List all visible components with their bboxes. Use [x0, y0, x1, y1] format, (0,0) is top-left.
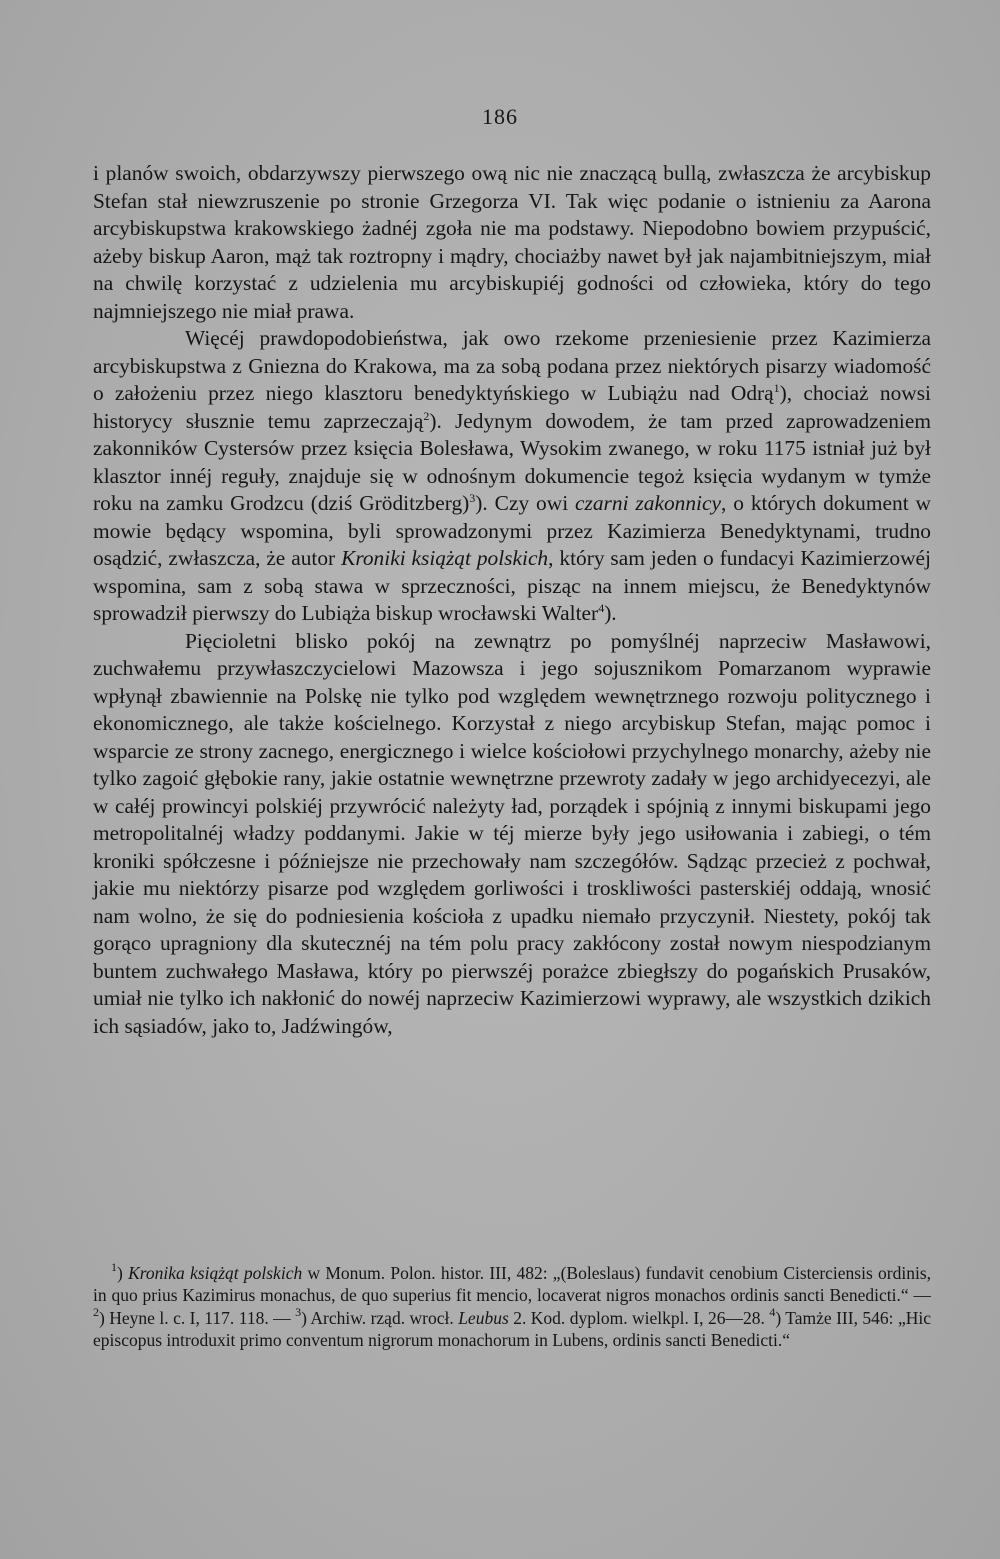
italic-kroniki-ksiazat-polskich: Kroniki książąt polskich [341, 546, 549, 570]
footnote-marker-3: 3 [295, 1304, 302, 1319]
paragraph-2-text-d: ). Czy owi [475, 491, 576, 515]
paragraph-2-text-a: Więcéj prawdopodobieństwa, jak owo rzekome przeniesienie przez Kazimierza arcybiskupstwa z Gniezna do Krakowa, ma za sobą podana przez niektórych pisarzy wiadomość o założeniu przez niego klasztoru benedyktyńskiego w Lubiążu nad Odrą [93, 326, 931, 405]
paragraph-2-text-b: ), chociaż nowsi historycy słusznie temu zaprzeczają [93, 381, 931, 433]
footnote-4-text: ) Tamże III, 546: „Hic episcopus introduxit primo conventum nigrorum monachorum in Lubens, ordinis sancti Benedicti.“ [93, 1307, 931, 1350]
paragraph-1: i planów swoich, obdarzywszy pierwszego ową nic nie znaczącą bullą, zwłaszcza że arcybiskup Stefan stał niewzruszenie po stronie Grzegorza VI. Tak więc podanie o istnieniu za Aarona arcybiskupstwa krakowskiego żadnéj zgoła nie ma podstawy. Niepodobno bowiem przypuścić, ażeby biskup Aaron, mąż tak roztropny i mądry, chociażby nawet był jak najambitniejszym, miał na chwilę korzystać z udzielenia mu arcybiskupiéj godności od człowieka, który do tego najmniejszego nie miał prawa. [93, 161, 931, 323]
paragraph-2-text-c: ). Jedynym dowodem, że tam przed zaprowadzeniem zakonników Cystersów przez księcia Bolesława, Wysokim zwanego, w roku 1175 istniał już był klasztor innéj reguły, znajduje się w odnośnym dokumencie tegoż księcia wydanym w tymże roku na zamku Grodzcu (dziś Gröditzberg) [93, 408, 931, 515]
paragraph-3: Pięcioletni blisko pokój na zewnątrz po pomyślnéj naprzeciw Masławowi, zuchwałemu przywłaszczycielowi Mazowsza i jego sojusznikom Pomarzanom wyprawie wpłynął zbawiennie na Polskę nie tylko pod względem wewnętrznego rozwoju politycznego i ekonomicznego, ale także kościelnego. Korzystał z niego arcybiskup Stefan, mając pomoc i wsparcie ze strony zacnego, energicznego i wielce kościołowi przychylnego monarchy, ażeby nie tylko zagoić głębokie rany, jakie ostatnie wewnętrzne przewroty zadały w jego archidyecezyi, ale w całéj prowincyi polskiéj przywrócić należyty ład, porządek i spójnią z innymi biskupami jego metropolitalnéj władzy poddanymi. Jakie w téj mierze były jego usiłowania i zabiegi, o tém kroniki spółczesne i późniejsze nie przechowały nam szczegółów. Sądząc przecież z pochwał, jakie mu niektórzy pisarze pod względem gorliwości i troskliwości pasterskiéj oddają, wnosić nam wolno, że się do podniesienia kościoła z upadku niemało przyczynił. Niestety, pokój tak gorąco upragniony dla skutecznéj na tém polu pracy zakłócony został nowym niespodzianym buntem zuchwałego Masława, który po pierwszéj porażce zbiegłszy do pogańskich Prusaków, umiał nie tylko ich nakłonić do nowéj naprzeciw Kazimierzowi wyprawy, ale wszystkich dzikich ich sąsiadów, jako to, Jadźwingów, [93, 628, 931, 1038]
footnotes-block: $^1$) Kronika książąt polskich w Monum. Polon. histor. III, 482: „(Boleslaus) fundavit cenobium Cisterciensis ordinis, in quo prius Kazimirus monachus, de quo superius fit mencio, locaverat nigros monachos ordinis sancti Benedicti.“ — $^2$) Heyne l. c. I, 117. 118. — $^3$) Archiw. rząd. wrocł. Leubus 2. Kod. dyplom. wielkpl. I, 26—28. $^4$) Tamże III, 546: „Hic episcopus introduxit primo conventum nigrorum monachorum in Lubens, ordinis sancti Benedicti.“ [93, 1260, 931, 1350]
paragraph-2-text-g: ). [604, 601, 617, 625]
page-number: 186 [482, 104, 518, 129]
footnote-ref-3: 3 [469, 491, 476, 505]
paragraph-2-text-f: , który sam jeden o fundacyi Kazimierzowéj wspomina, sam z sobą stawa w sprzeczności, pisząc na innem miejscu, że Benedyktynów sprowadził pierwszy do Lubiąża biskup wrocławski Walter [93, 546, 931, 625]
footnote-1-text: w Monum. Polon. histor. III, 482: „(Boleslaus) fundavit cenobium Cisterciensis ordinis, in quo prius Kazimirus monachus, de quo superius fit mencio, locaverat nigros monachos ordinis sancti Benedicti.“ — [93, 1263, 931, 1306]
footnote-1-title: Kronika książąt polskich [128, 1263, 303, 1283]
footnote-marker-2: 2 [93, 1304, 99, 1319]
footnote-3-italic: Leubus [458, 1307, 509, 1328]
footnote-ref-2: 2 [423, 408, 430, 423]
italic-czarni-zakonnicy: czarni zakonnicy [575, 491, 721, 515]
footnote-ref-1: 1 [773, 381, 780, 395]
footnote-3-text-a: ) Archiw. rząd. wrocł. [301, 1307, 459, 1328]
footnote-marker-4: 4 [769, 1304, 776, 1319]
footnote-3-text-b: 2. Kod. dyplom. wielkpl. I, 26—28. [508, 1307, 770, 1328]
footnote-ref-4: 4 [598, 601, 605, 615]
paragraph-2-text-e: , o których dokument w mowie będący wspomina, byli sprowadzonymi przez Kazimierza Benedyktynami, trudno osądzić, zwłaszcza, że autor [93, 491, 931, 570]
paragraph-2 [93, 325, 931, 628]
main-text [93, 160, 931, 1040]
footnote-marker-1: 1 [111, 1260, 117, 1274]
footnote-2-text: ) Heyne l. c. I, 117. 118. — [99, 1307, 296, 1328]
footnotes [93, 1262, 931, 1351]
